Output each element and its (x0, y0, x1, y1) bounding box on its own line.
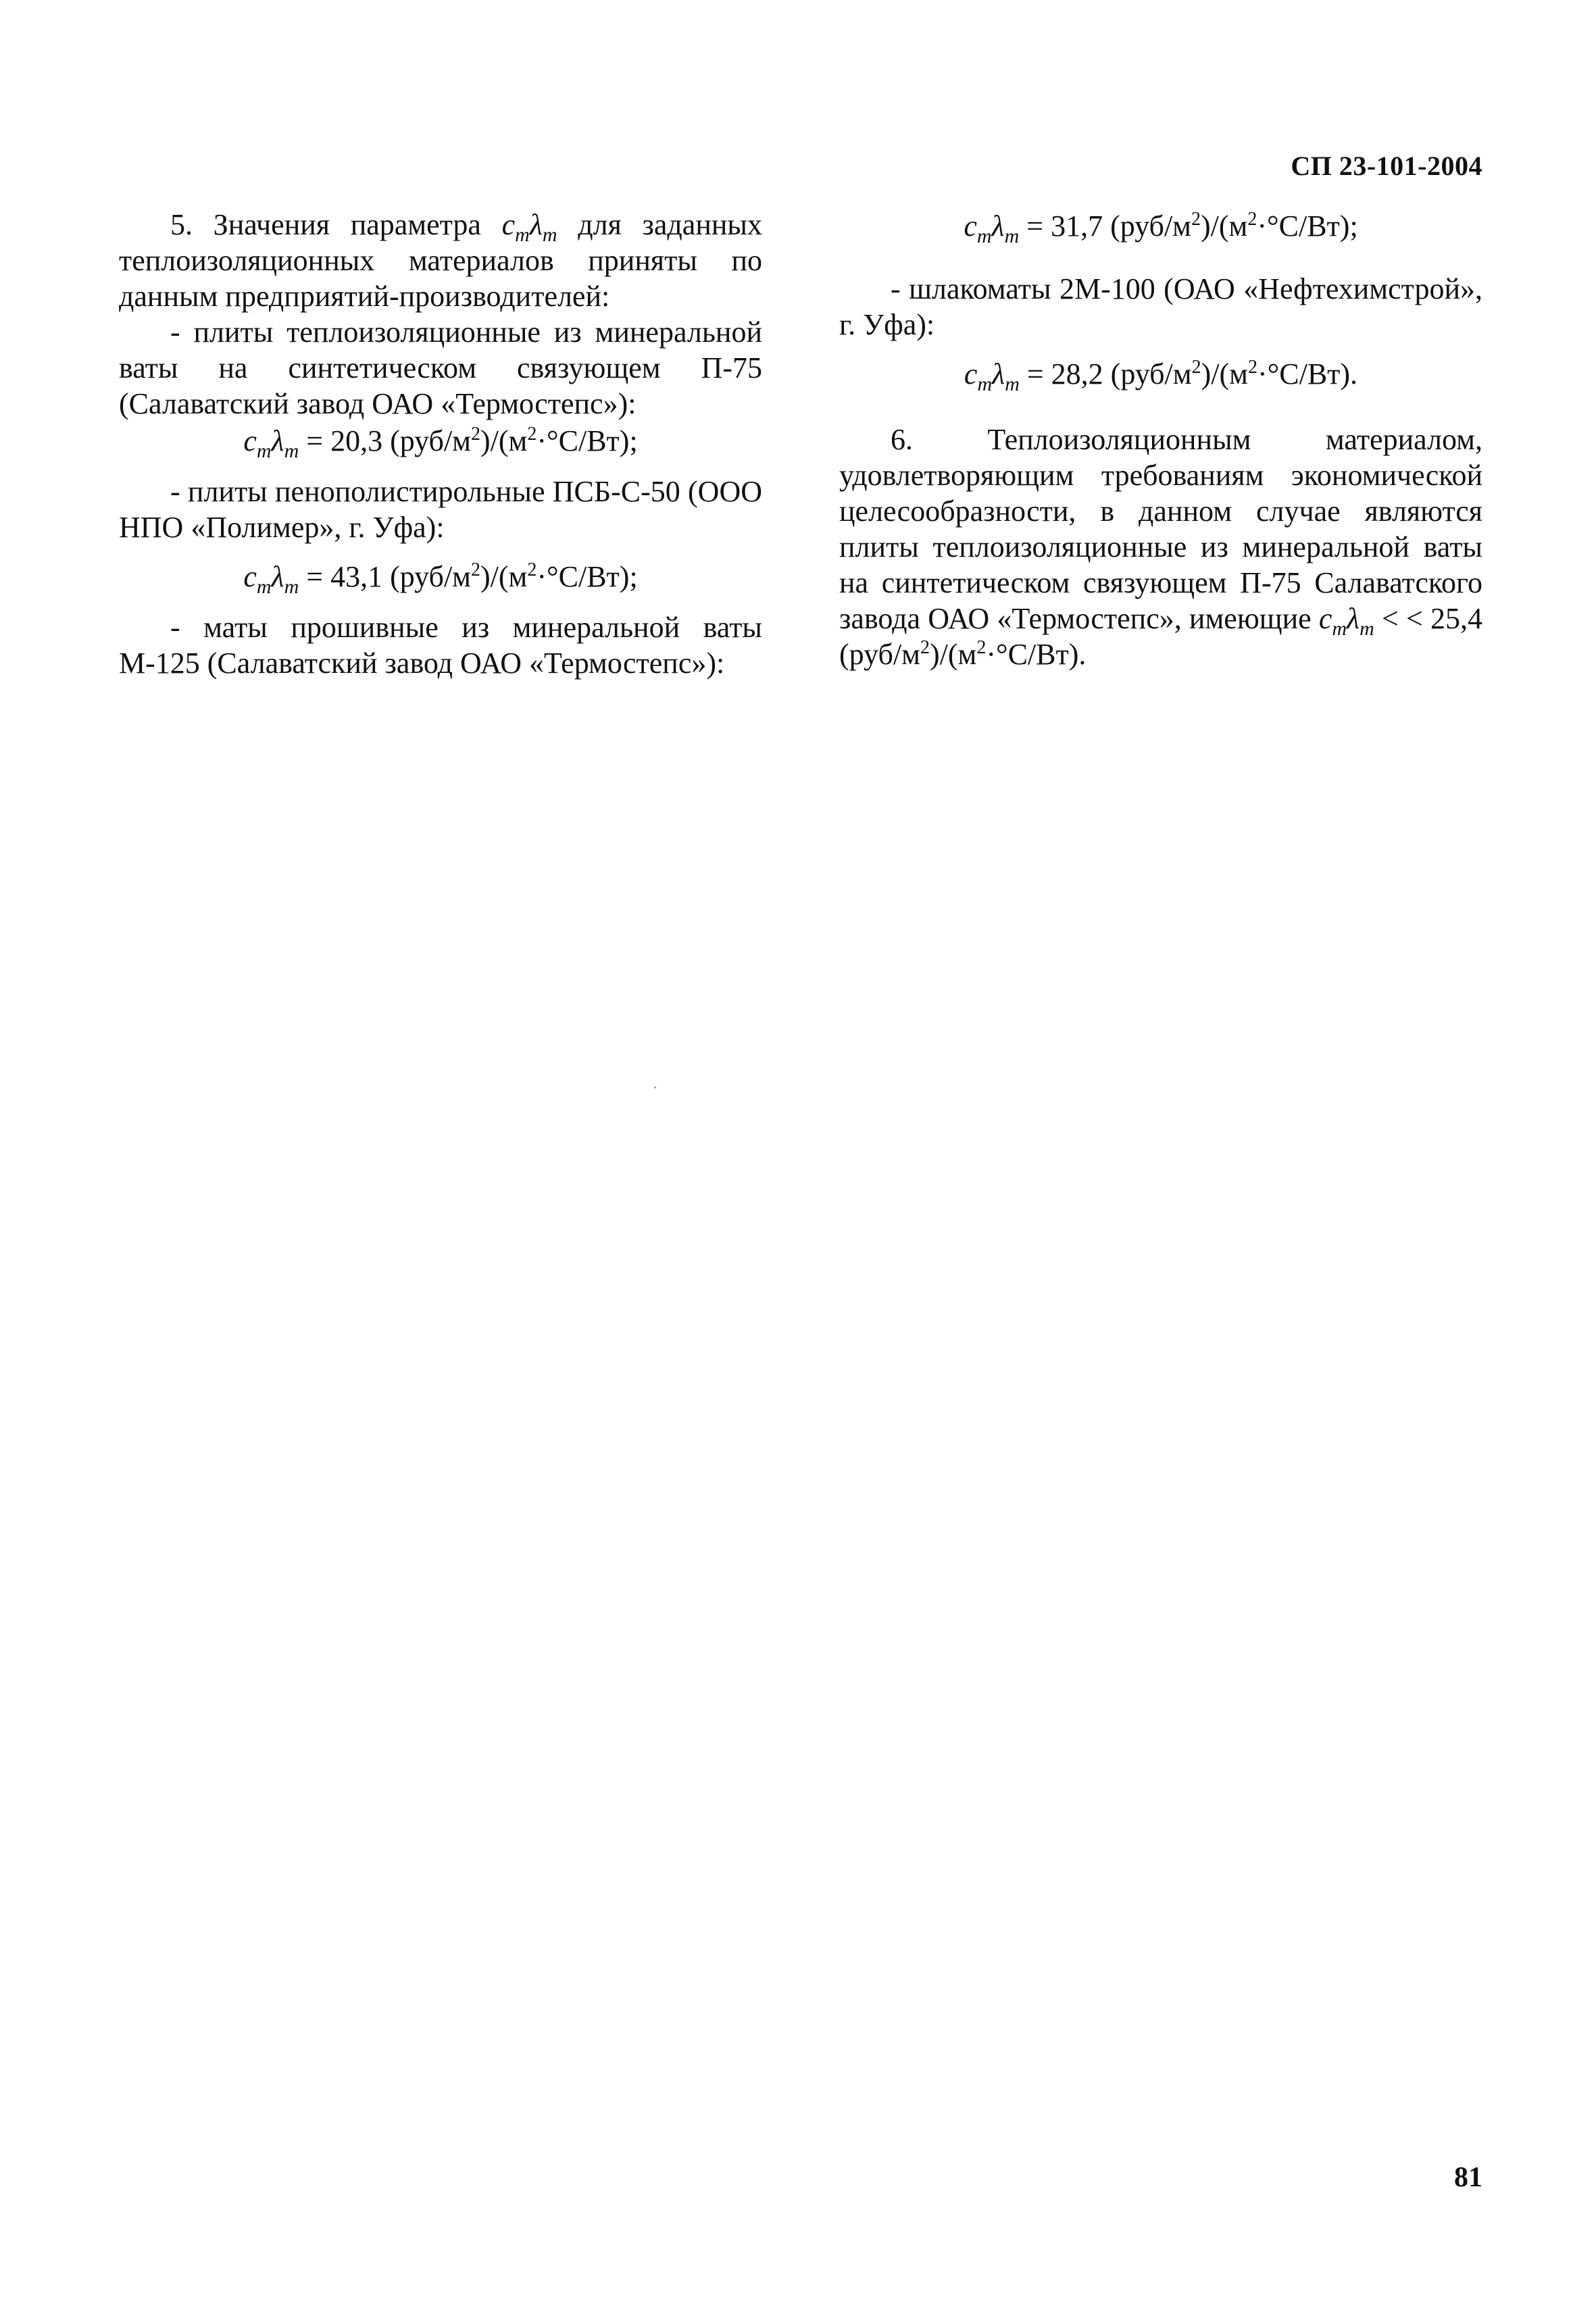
paragraph-6: 6. Теплоизоляционным материалом, удовлетворяющим требованиям экономической целесообразности, в данном случае являются плиты теплоизоляционные из минеральной ваты на синтетическом связующем П-75 Салаватского завода ОАО «Термостепс», имеющие $c_m\lambda_m$ < < 25,4 $(руб/м^2)/(м^2\cdot^\circ C/Вт)$. (839, 423, 1482, 671)
list-item-3: - маты прошивные из минеральной ваты М-125 (Салаватский завод ОАО «Термостепс»): (119, 611, 762, 680)
var-c: c (501, 208, 516, 241)
paragraph-5: 5. Значения параметра $c_m\lambda_m$ для заданных теплоизоляционных материалов приняты по данным предприятий-производителей: (119, 208, 762, 313)
right-column (839, 207, 1482, 672)
left-column (119, 207, 762, 681)
page-number: 81 (1454, 2162, 1482, 2193)
formula-3: $c_m\lambda_m = 31,7$ $(руб/м^2)/(м^2\cdot^\circ C/Вт)$; (964, 209, 1358, 247)
list-item-2: - плиты пенополистирольные ПСБ-С-50 (ООО НПО «Полимер», г. Уфа): (119, 475, 762, 544)
formula-1: $c_m\lambda_m = 20,3$ $(руб/м^2)/(м^2\cdot^\circ C/Вт)$; (243, 424, 638, 462)
var-lambda: λ (529, 208, 543, 241)
list-item-1: - плиты теплоизоляционные из минеральной ваты на синтетическом связующем П-75 (Салаватский завод ОАО «Термостепс»): (119, 316, 762, 420)
scan-speck (654, 1086, 656, 1088)
formula-4: $c_m\lambda_m = 28,2$ $(руб/м^2)/(м^2\cdot^\circ C/Вт)$. (964, 357, 1358, 395)
formula-2: $c_m\lambda_m = 43,1$ $(руб/м^2)/(м^2\cdot^\circ C/Вт)$; (243, 559, 638, 598)
document-code: СП 23-101-2004 (1291, 151, 1482, 181)
list-item-4: - шлакоматы 2М-100 (ОАО «Нефтехимстрой», г. Уфа): (839, 272, 1482, 341)
